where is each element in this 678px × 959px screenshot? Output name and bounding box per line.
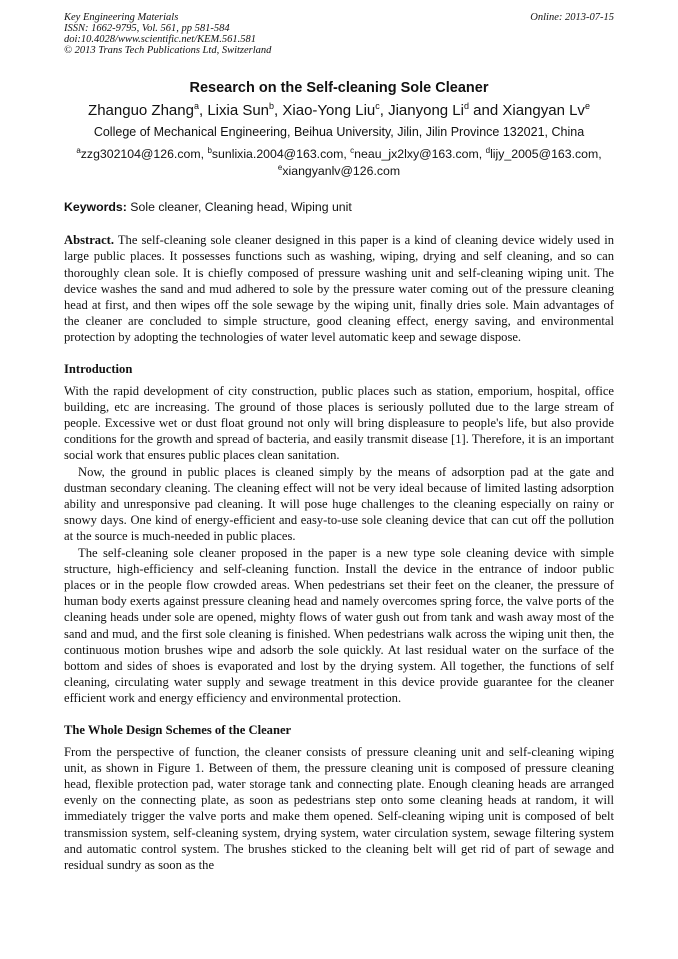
keywords-text: Sole cleaner, Cleaning head, Wiping unit [130,200,352,215]
email-sup: d [485,146,491,155]
author-sup: a [193,101,199,111]
intro-paragraph-3: The self-cleaning sole cleaner proposed in the paper is a new type sole cleaning device with simple structure, high-efficiency and self-cleaning function. Install the device in the entrance of indoor public places or in the people flow crowded areas. When pedestrians set their feet on the cleaner, the pressure of human body exerts against pressure cleaning head and namely overcomes spring force, the valve ports of the cleaning heads under sole are opened, mighty flows of water gush out from tank and wash away most of the sand and mud, and the first sole cleaning is finished. When pedestrians walk across the wiping unit then, the continuous motion brushes wipe and adsorb the sole quickly. At last residual water on the surface of the bottom and sides of shoes is evaporated and lost by the drying system. All together, the functions of self cleaning, circulating water supply and sewage treatment in this device provide guarantee for the cleaner efficient work and energy efficiency and environmental protection. [64,545,614,706]
email-sup: b [207,146,212,155]
email-list [64,144,614,178]
email-address: neau_jx2lxy@163.com [354,147,479,162]
section-heading-introduction: Introduction [64,361,133,376]
design-paragraph-1: From the perspective of function, the cleaner consists of pressure cleaning unit and self-cleaning wiping unit, as shown in Figure 1. Between of them, the pressure cleaning unit is composed of pressure cleaning head, flexible protection pad, water storage tank and connecting plate. Enough cleaning heads are arranged evenly on the connecting plate, as soon as pedestrians step onto some cleaning heads at random, it will immediately trigger the valve ports and make them opened. Self-cleaning wiping unit is composed of belt transmission system, self-cleaning system, drying system, water circulation system, sewage filtering system and automatic control system. The brushes sticked to the cleaning belt will get rid of part of sewage and residual sundry as soon as the [64,744,614,873]
intro-paragraph-1: With the rapid development of city construction, public places such as station, emporium, hospital, office building, etc are increasing. The ground of those places is seriously polluted due to the large stream of people. Excessive wet or dust float ground not only will bring displeasure to people's life, but also provide conditions for the growth and spread of bacteria, and easily transmit disease [1]. Therefore, it is an important social work that ensures public places clean sanitation. [64,383,614,463]
author-sup: e [584,101,590,111]
author-sep: , [379,102,389,119]
journal-header [64,12,614,56]
author-name: Zhanguo Zhang [88,102,194,119]
email-sup: a [76,146,81,155]
author-sep: , [274,102,283,119]
author-sup: c [375,101,380,111]
section-heading-design: The Whole Design Schemes of the Cleaner [64,722,292,737]
journal-doi: doi:10.4028/www.scientific.net/KEM.561.581 [64,34,256,45]
author-sup: d [463,101,469,111]
journal-issn: ISSN: 1662-9795, Vol. 561, pp 581-584 [64,23,230,34]
author-name: Jianyong Li [388,102,464,119]
keywords-label: Keywords: [64,200,127,215]
email-sep: , [200,147,208,162]
email-sep: , [343,147,351,162]
journal-name: Key Engineering Materials [64,12,179,23]
paper-title: Research on the Self-cleaning Sole Cleaner [189,80,489,96]
email-address: xiangyanlv@126.com [282,164,401,179]
email-address: lijy_2005@163.com, [490,147,602,162]
author-sup: b [269,101,275,111]
abstract [64,232,614,345]
author-name: Xiao-Yong Liu [282,102,376,119]
author-sep: , [198,102,208,119]
affiliation: College of Mechanical Engineering, Beihua University, Jilin, Jilin Province 132021, China [93,125,585,139]
email-line [64,161,614,178]
author-sep: and [469,102,503,119]
journal-copyright: © 2013 Trans Tech Publications Ltd, Switzerland [64,45,272,56]
keywords [64,200,614,214]
email-address: sunlixia.2004@163.com [211,147,344,162]
abstract-text: The self-cleaning sole cleaner designed in this paper is a kind of cleaning device widely used in large public places. It possesses functions such as washing, wiping, drying and self cleaning, and so can thoroughly clean sole. It is chiefly composed of pressure washing unit and self-cleaning wiping unit. The device washes the sand and mud adhered to sole by the pressure water coming out of the pressure cleaning head at first, and then wipes off the sole sewage by the wiping unit, finally dries sole. Main advantages of the cleaner are concluded to simple structure, good cleaning effect, energy saving, and environmental protection by adopting the technologies of water level automatic keep and sewage dispose. [64,233,614,345]
email-sup: c [350,146,355,155]
author-name: Lixia Sun [207,102,270,119]
abstract-label: Abstract. [64,233,115,248]
author-name: Xiangyan Lv [502,102,585,119]
email-line [64,144,614,161]
online-date: Online: 2013-07-15 [530,12,614,23]
email-sep: , [478,147,486,162]
intro-paragraph-2: Now, the ground in public places is cleaned simply by the means of adsorption pad at the gate and dustman secondary cleaning. The cleaning effect will not be very ideal because of limited lasting adsorption ability and unresponsive pad cleaning. It will pose huge challenges to the cleaning especially on rainy or snowy days. One kind of energy-efficient and easy-to-use sole cleaning device that can cut off the pollution at the source is much-needed in public places. [64,464,614,544]
author-list [64,101,614,119]
email-sup: e [277,163,283,173]
email-address: zzg302104@126.com [80,147,201,162]
paper-page [64,12,614,873]
